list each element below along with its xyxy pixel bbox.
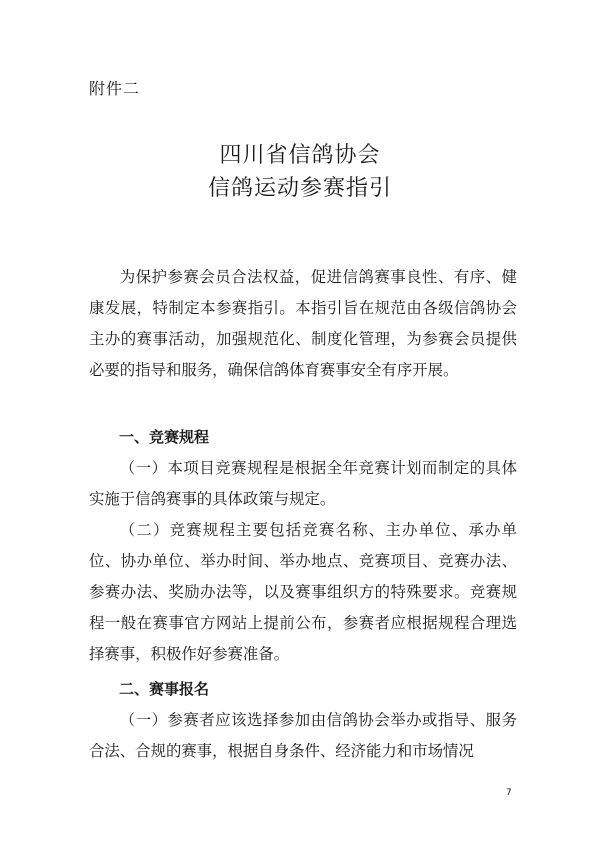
section-1 xyxy=(89,422,517,670)
section-1-paragraph-1: （一）本项目竞赛规程是根据全年竞赛计划而制定的具体实施于信鸽赛事的具体政策与规定。 xyxy=(89,459,517,508)
section-2-paragraph-1: （一）参赛者应该选择参加由信鸽协会举办或指导、服务合法、合规的赛事，根据自身条件、经济能力和市场情况 xyxy=(89,711,517,760)
page-number: 7 xyxy=(506,788,512,798)
intro-paragraph: 为保护参赛会员合法权益，促进信鸽赛事良性、有序、健康发展，特制定本参赛指引。本指引旨在规范由各级信鸽协会主办的赛事活动，加强规范化、制度化管理，为参赛会员提供必要的指导和服务，确保信鸽体育赛事安全有序开展。 xyxy=(89,268,517,379)
attachment-label: 附件二 xyxy=(89,79,141,98)
document-title-line-2: 信鸽运动参赛指引 xyxy=(207,176,392,201)
section-2 xyxy=(89,674,517,767)
section-1-heading: 一、竞赛规程 xyxy=(119,428,210,446)
document-title-line-1: 四川省信鸽协会 xyxy=(219,143,381,168)
section-2-heading: 二、赛事报名 xyxy=(119,680,210,698)
section-1-paragraph-2: （二）竞赛规程主要包括竞赛名称、主办单位、承办单位、协办单位、举办时间、举办地点、竞赛项目、竞赛办法、参赛办法、奖励办法等，以及赛事组织方的特殊要求。竞赛规程一般在赛事官方网站上提前公布，参赛者应根据规程合理选择赛事，积极作好参赛准备。 xyxy=(89,521,517,663)
intro-block xyxy=(89,262,517,386)
